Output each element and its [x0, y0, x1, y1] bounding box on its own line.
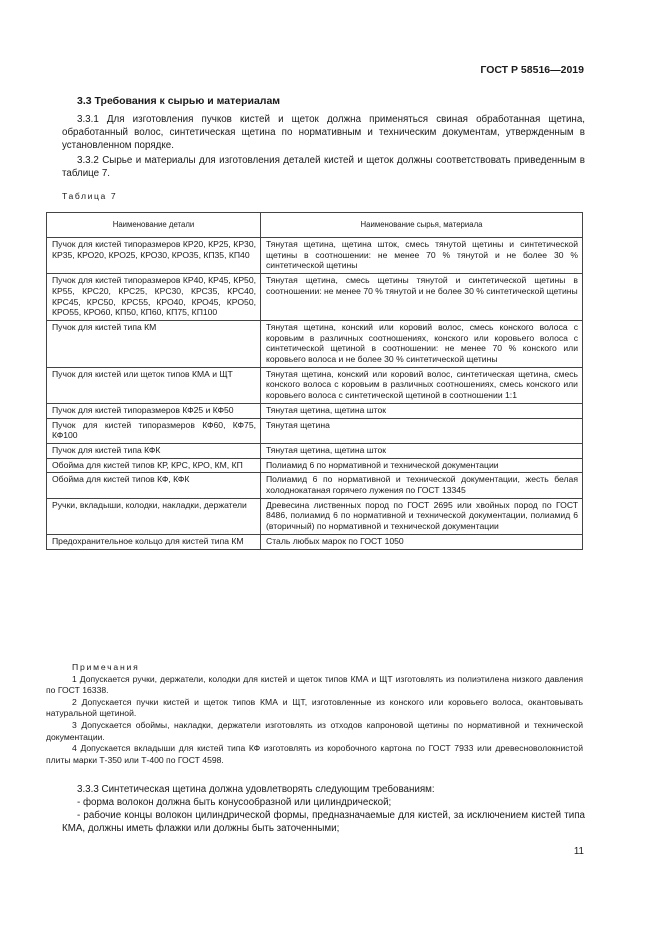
column-header-material: Наименование сырья, материала [261, 213, 583, 238]
table-header-row [47, 213, 583, 238]
table-row [47, 320, 583, 367]
part-cell: Пучок для кистей или щеток типов КМА и ЩТ [47, 367, 261, 403]
material-cell: Тянутая щетина, смесь щетины тянутой и синтетической щетины в соотношении: не менее 70 % тянутой и не более 30 % синтетической щетины [261, 274, 583, 321]
note-item: 3 Допускается обоймы, накладки, держатели изготовлять из отходов капроновой щетины по нормативной и технической документации. [46, 719, 583, 742]
table-row [47, 498, 583, 534]
part-cell: Ручки, вкладыши, колодки, накладки, держатели [47, 498, 261, 534]
part-cell: Пучок для кистей типоразмеров КФ25 и КФ50 [47, 403, 261, 418]
table-caption: Таблица 7 [62, 191, 118, 201]
table-row [47, 238, 583, 274]
part-cell: Пучок для кистей типа КМ [47, 320, 261, 367]
page-number: 11 [573, 846, 584, 857]
part-cell: Пучок для кистей типоразмеров КР40, КР45, КР50, КР55, КРС20, КРС25, КРС30, КРС35, КРС40, КРС45, КРС50, КРС55, КРО40, КРО45, КРО50, КРО55, КРО60, КП50, КП60, КП75, КП100 [47, 274, 261, 321]
table-row [47, 367, 583, 403]
material-cell: Полиамид 6 по нормативной и технической документации [261, 458, 583, 473]
table-row [47, 403, 583, 418]
part-cell: Пучок для кистей типа КФК [47, 443, 261, 458]
paragraph-3-3-2: 3.3.2 Сырье и материалы для изготовления деталей кистей и щеток должны соответствовать приведенным в таблице 7. [62, 155, 585, 179]
material-cell: Тянутая щетина [261, 418, 583, 443]
notes-title: Примечания [72, 662, 140, 672]
material-cell: Полиамид 6 по нормативной и технической документации, жесть белая холоднокатаная горячего лужения по ГОСТ 13345 [261, 473, 583, 498]
table-row [47, 443, 583, 458]
material-cell: Тянутая щетина, конский или коровий волос, смесь конского волоса с коровьим в различных соотношениях, конского или коровьего волоса с синтетической щетиной в соотношении: не менее 70 % конского или коровьего волоса и не более 30 % синтетической щетины [261, 320, 583, 367]
column-header-part: Наименование детали [47, 213, 261, 238]
note-item: 4 Допускается вкладыши для кистей типа КФ изготовлять из коробочного картона по ГОСТ 7933 или древесноволокнистой плиты марки Т-350 или Т-400 по ГОСТ 4598. [46, 743, 583, 765]
table-row [47, 418, 583, 443]
part-cell: Обойма для кистей типов КР, КРС, КРО, КМ, КП [47, 458, 261, 473]
material-cell: Тянутая щетина, щетина шток, смесь тянутой щетины и синтетической щетины в соотношении: не менее 70 % тянутой и не более 30 % синтетической щетины [261, 238, 583, 274]
material-cell: Древесина лиственных пород по ГОСТ 2695 или хвойных пород по ГОСТ 8486, полиамид 6 по нормативной и технической документации, полиамид 6 (вторичный) по нормативной и технической документации [261, 498, 583, 534]
part-cell: Пучок для кистей типоразмеров КФ60, КФ75, КФ100 [47, 418, 261, 443]
table-notes [46, 662, 583, 766]
standard-number: ГОСТ Р 58516—2019 [480, 64, 584, 76]
note-item: 1 Допускается ручки, держатели, колодки для кистей и щеток типов КМА и ЩТ изготовлять из полиэтилена низкого давления по ГОСТ 16338. [46, 673, 583, 696]
paragraph-3-3-3 [62, 783, 585, 835]
material-cell: Тянутая щетина, щетина шток [261, 403, 583, 418]
materials-table [46, 212, 583, 550]
table-row [47, 473, 583, 498]
note-item: 2 Допускается пучки кистей и щеток типов КМА и ЩТ, изготовленные из конского или коровьего волоса, окантовывать натуральной щетиной. [46, 696, 583, 719]
material-cell: Сталь любых марок по ГОСТ 1050 [261, 534, 583, 549]
requirement-item: - форма волокон должна быть конусообразной или цилиндрической; [77, 797, 392, 808]
table-row [47, 274, 583, 321]
section-title: 3.3 Требования к сырью и материалам [77, 95, 281, 107]
paragraph-3-3-1: 3.3.1 Для изготовления пучков кистей и щеток должна применяться свиная обработанная щетина, обработанный волос, синтетическая щетина по нормативным и техническим документам, утвержденным в установленном порядке. [62, 114, 585, 151]
material-cell: Тянутая щетина, конский или коровий волос, синтетическая щетина, смесь конского волоса с коровьим в различных соотношениях, смесь конского или коровьего волоса с синтетической щетиной в соотношении 1:1 [261, 367, 583, 403]
material-cell: Тянутая щетина, щетина шток [261, 443, 583, 458]
requirement-item: - рабочие концы волокон цилиндрической формы, предназначаемые для кистей, за исключением кистей типа КМА, должны иметь флажки или должны быть заточенными; [62, 810, 585, 834]
table-row [47, 534, 583, 549]
table-row [47, 458, 583, 473]
part-cell: Предохранительное кольцо для кистей типа КМ [47, 534, 261, 549]
part-cell: Обойма для кистей типов КФ, КФК [47, 473, 261, 498]
paragraph-3-3-3-intro: 3.3.3 Синтетическая щетина должна удовлетворять следующим требованиям: [77, 784, 435, 795]
part-cell: Пучок для кистей типоразмеров КР20, КР25, КР30, КР35, КРО20, КРО25, КРО30, КРО35, КП35, КП40 [47, 238, 261, 274]
